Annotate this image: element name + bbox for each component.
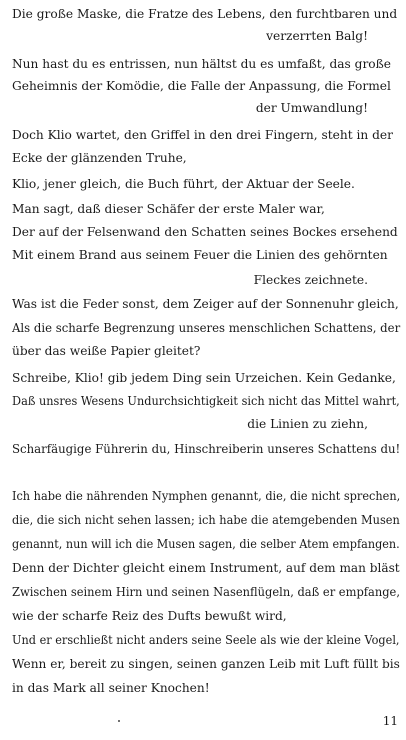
poem-line: Die große Maske, die Fratze des Lebens, den furchtbaren und bbox=[12, 7, 398, 21]
poem-line: Was ist die Feder sonst, dem Zeiger auf der Sonnenuhr gleich, bbox=[12, 297, 399, 311]
poem-line-continuation: der Umwandlung! bbox=[255, 101, 368, 115]
poem-line: Doch Klio wartet, den Griffel in den drei Fingern, steht in der bbox=[12, 128, 393, 142]
poem-line: Als die scharfe Begrenzung unseres menschlichen Schattens, der bbox=[12, 321, 401, 335]
poem-line: Nun hast du es entrissen, nun hältst du es umfaßt, das große bbox=[12, 57, 391, 71]
poem-line: Schreibe, Klio! gib jedem Ding sein Urzeichen. Kein Gedanke, bbox=[12, 371, 396, 385]
poem-line: Man sagt, daß dieser Schäfer der erste Maler war, bbox=[12, 202, 325, 216]
poem-line: Mit einem Brand aus seinem Feuer die Linien des gehörnten bbox=[12, 248, 388, 262]
poem-line: Scharfäugige Führerin du, Hinschreiberin unseres Schattens du! bbox=[12, 442, 401, 456]
poem-line: Klio, jener gleich, die Buch führt, der Aktuar der Seele. bbox=[12, 177, 355, 191]
poem-line: Der auf der Felsenwand den Schatten seines Bockes ersehend bbox=[12, 225, 398, 239]
poem-line: Wenn er, bereit zu singen, seinen ganzen Leib mit Luft füllt bis bbox=[12, 657, 400, 671]
poem-line: genannt, nun will ich die Musen sagen, die selber Atem empfangen. bbox=[12, 537, 400, 551]
page-number: 11 bbox=[382, 714, 398, 728]
poem-line: Ich habe die nährenden Nymphen genannt, die, die nicht sprechen, bbox=[12, 489, 401, 503]
poem-line: Daß unsres Wesens Undurchsichtigkeit sich nicht das Mittel wahrt, bbox=[12, 394, 400, 408]
poem-line-continuation: die Linien zu ziehn, bbox=[247, 417, 368, 431]
poem-line: Denn der Dichter gleicht einem Instrument, auf dem man bläst bbox=[12, 561, 400, 575]
poem-line-continuation: Fleckes zeichnete. bbox=[253, 273, 368, 287]
poem-line: Zwischen seinem Hirn und seinen Nasenflügeln, daß er empfange, bbox=[12, 585, 400, 599]
poem-line: in das Mark all seiner Knochen! bbox=[12, 681, 210, 695]
poem-line: Und er erschließt nicht anders seine Seele als wie der kleine Vogel, bbox=[12, 633, 400, 647]
poem-line: über das weiße Papier gleitet? bbox=[12, 344, 201, 358]
poem-line: die, die sich nicht sehen lassen; ich habe die atemgebenden Musen bbox=[12, 513, 400, 527]
poem-line-continuation: verzerrten Balg! bbox=[266, 29, 368, 43]
printing-speck bbox=[118, 720, 120, 722]
poem-line: Ecke der glänzenden Truhe, bbox=[12, 151, 187, 165]
poem-line: wie der scharfe Reiz des Dufts bewußt wird, bbox=[12, 609, 287, 623]
poem-line: Geheimnis der Komödie, die Falle der Anpassung, die Formel bbox=[12, 79, 391, 93]
